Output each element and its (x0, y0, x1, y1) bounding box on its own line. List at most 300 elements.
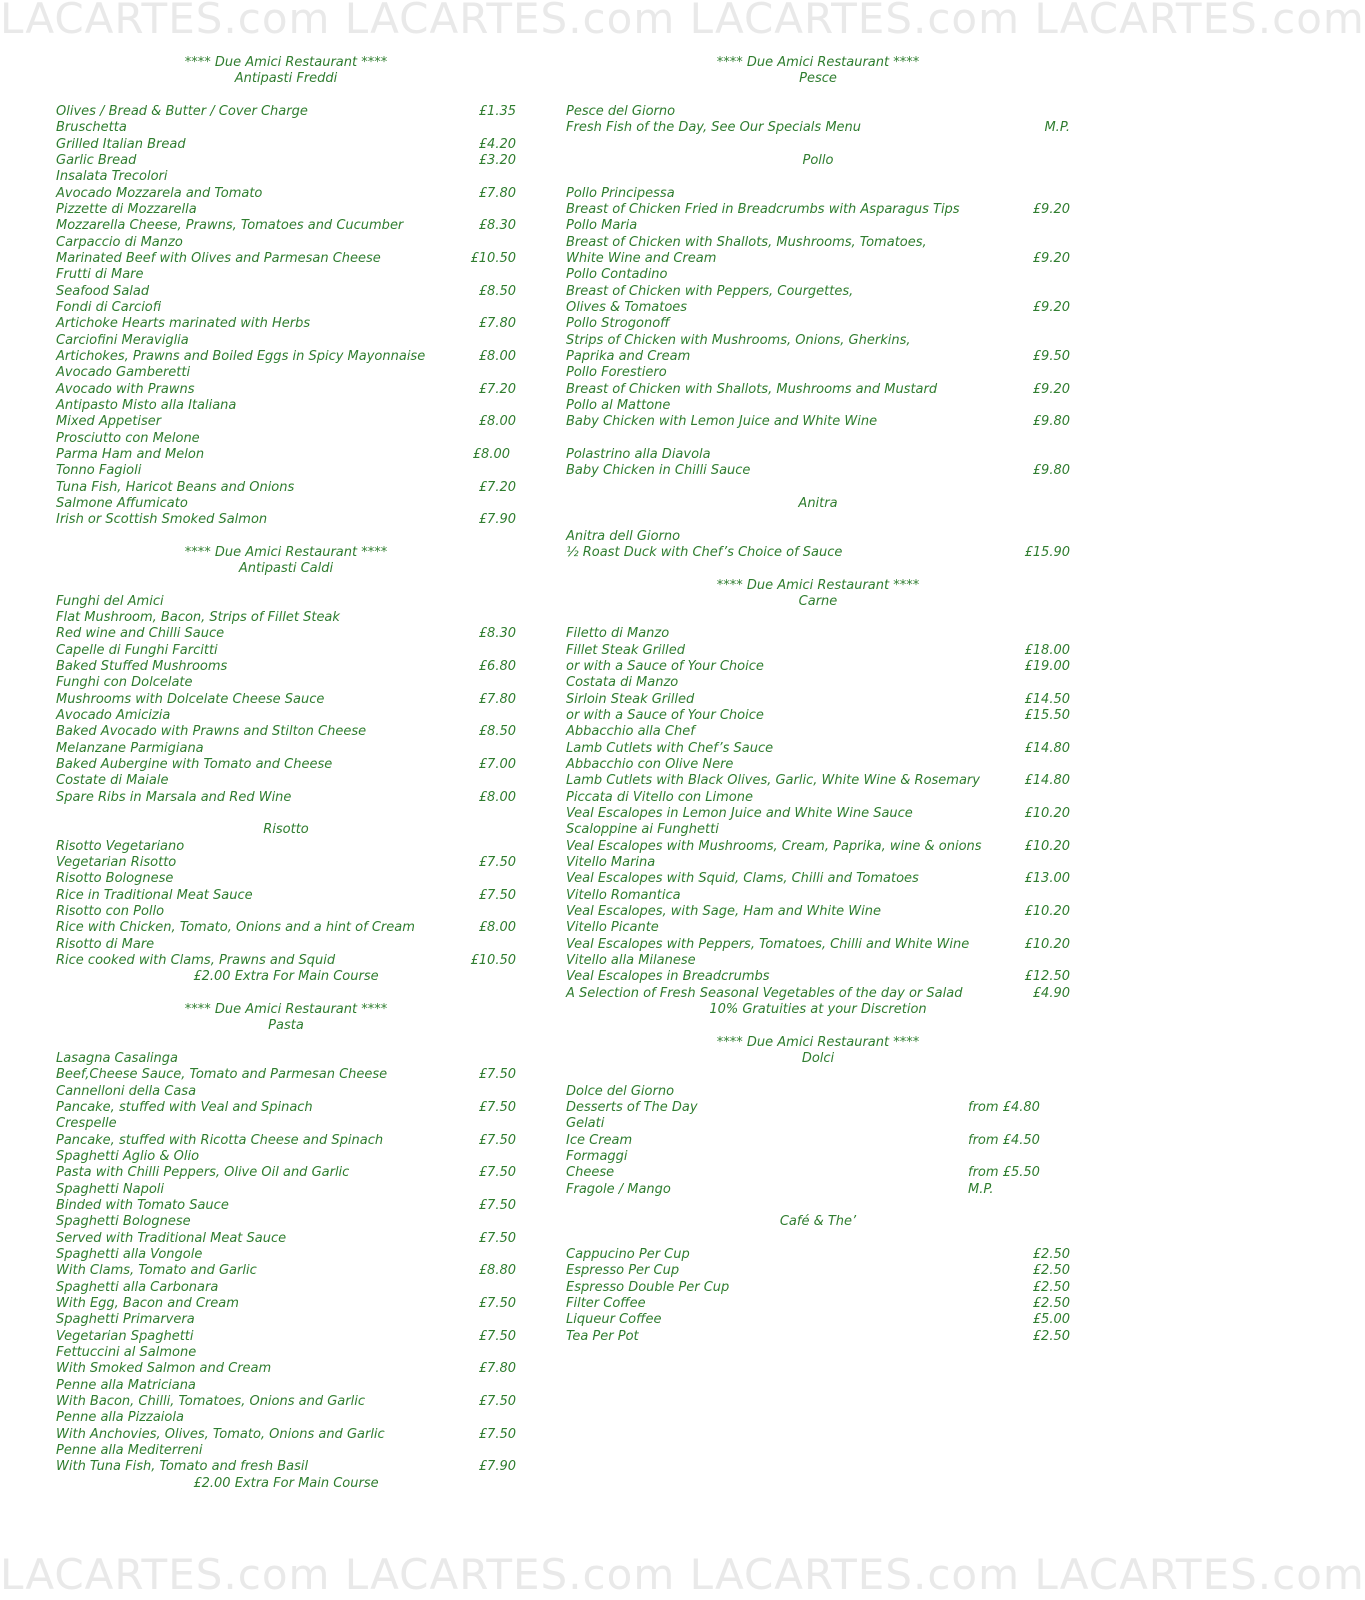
menu-item-price: £7.50 (478, 1067, 516, 1083)
menu-item (566, 1247, 1070, 1263)
menu-item (56, 349, 516, 365)
menu-item-name: Cappucino Per Cup (566, 1246, 690, 1262)
menu-item (56, 137, 516, 153)
menu-item (566, 757, 1070, 773)
menu-item (56, 1133, 516, 1149)
menu-item-name: Tuna Fish, Haricot Beans and Onions (56, 479, 295, 495)
menu-item-name: Pizzette di Mozzarella (56, 201, 197, 217)
menu-item (56, 104, 516, 120)
spacer (56, 806, 516, 822)
menu-item (56, 937, 516, 953)
menu-item-name: Strips of Chicken with Mushrooms, Onions, Gherkins, (566, 332, 911, 348)
menu-item-price: £9.20 (1032, 250, 1070, 266)
menu-item-name: Flat Mushroom, Bacon, Strips of Fillet Steak (56, 610, 340, 626)
menu-item-name: Funghi del Amici (56, 593, 164, 609)
menu-item-name: Paprika and Cream (566, 348, 691, 364)
menu-item-name: Risotto di Mare (56, 936, 155, 952)
menu-item (566, 806, 1070, 822)
menu-item-name: Risotto Bolognese (56, 871, 174, 887)
menu-item (566, 120, 1070, 136)
menu-item-name: Veal Escalopes in Lemon Juice and White Wine Sauce (566, 806, 913, 822)
menu-item-price: £4.20 (478, 136, 516, 152)
watermark-bottom: LACARTES.com LACARTES.com LACARTES.com LACARTES.com (0, 1550, 1365, 1599)
watermark-top: LACARTES.com LACARTES.com LACARTES.com LACARTES.com (0, 0, 1365, 43)
menu-item-price: £10.50 (470, 250, 516, 266)
menu-item-name: Polastrino alla Diavola (566, 446, 711, 462)
menu-item-price: £9.20 (1032, 201, 1070, 217)
menu-item-name: or with a Sauce of Your Choice (566, 708, 764, 724)
menu-item (56, 1329, 516, 1345)
menu-item-name: Breast of Chicken with Peppers, Courgettes, (566, 283, 854, 299)
menu-item (56, 1198, 516, 1214)
menu-item (56, 1378, 516, 1394)
menu-item (56, 1296, 516, 1312)
menu-item (566, 1312, 1070, 1328)
section-heading: Carne (798, 593, 838, 609)
menu-item-name: With Egg, Bacon and Cream (56, 1295, 239, 1311)
menu-item-name: Penne alla Mediterreni (56, 1442, 203, 1458)
menu-item-name: or with a Sauce of Your Choice (566, 659, 764, 675)
menu-item (56, 757, 516, 773)
menu-item (56, 1345, 516, 1361)
menu-item-name: Pesce del Giorno (566, 103, 676, 119)
menu-item (56, 626, 516, 642)
menu-item-price: £2.50 (1032, 1328, 1070, 1344)
menu-item-price: £8.80 (478, 1263, 516, 1279)
menu-item-price: £8.50 (478, 724, 516, 740)
menu-item-name: Mushrooms with Dolcelate Cheese Sauce (56, 691, 325, 707)
menu-item-name: Avocado Gamberetti (56, 365, 191, 381)
menu-item-price: £7.20 (478, 479, 516, 495)
menu-item (566, 937, 1070, 953)
menu-item (56, 1051, 516, 1067)
menu-item (566, 741, 1070, 757)
menu-item-name: Abbacchio con Olive Nere (566, 757, 734, 773)
menu-item-name: ½ Roast Duck with Chef’s Choice of Sauce (566, 544, 843, 560)
section-heading: Anitra (798, 495, 838, 511)
menu-item-price: £7.80 (478, 691, 516, 707)
menu-item-name: Filter Coffee (566, 1295, 646, 1311)
menu-item-name: Pollo al Mattone (566, 397, 671, 413)
menu-item (56, 790, 516, 806)
menu-item (566, 1329, 1070, 1345)
menu-item (56, 202, 516, 218)
menu-item (56, 1149, 516, 1165)
menu-item (56, 773, 516, 789)
menu-item (56, 594, 516, 610)
menu-item (566, 104, 1070, 120)
menu-right-column (566, 55, 1070, 1345)
menu-item-name: Veal Escalopes in Breadcrumbs (566, 969, 770, 985)
menu-item-name: Pancake, stuffed with Veal and Spinach (56, 1100, 313, 1115)
menu-item-name: Pollo Principessa (566, 185, 675, 201)
menu-item-price: £13.00 (1024, 871, 1070, 887)
menu-item (566, 1116, 1070, 1132)
menu-item-name: With Smoked Salmon and Cream (56, 1361, 272, 1377)
menu-item-price: £10.20 (1024, 838, 1070, 854)
menu-item (56, 1443, 516, 1459)
menu-item-name: Desserts of The Day (566, 1100, 698, 1115)
menu-item-name: Avocado Mozzarela and Tomato (56, 185, 263, 201)
menu-item (56, 267, 516, 283)
menu-item-name: Risotto Vegetariano (56, 838, 185, 854)
menu-item-name: Marinated Beef with Olives and Parmesan Cheese (56, 250, 381, 266)
menu-item (56, 855, 516, 871)
menu-item (56, 431, 516, 447)
menu-item-price: £7.50 (478, 1230, 516, 1246)
menu-item-name: Veal Escalopes with Peppers, Tomatoes, Chilli and White Wine (566, 936, 970, 952)
section-heading: **** Due Amici Restaurant **** (184, 544, 388, 560)
menu-item-price: £1.35 (478, 103, 516, 119)
spacer (566, 610, 1070, 626)
menu-item-name: Frutti di Mare (56, 267, 144, 283)
section-heading: Dolci (801, 1051, 835, 1067)
menu-item (566, 447, 1070, 463)
spacer (56, 986, 516, 1002)
menu-item (566, 773, 1070, 789)
menu-item-name: Cannelloni della Casa (56, 1083, 197, 1099)
menu-item (566, 235, 1070, 251)
menu-item-price: £9.20 (1032, 299, 1070, 315)
menu-item-name: Pollo Contadino (566, 267, 668, 283)
menu-item-price: £8.30 (478, 218, 516, 234)
menu-item-name: Parma Ham and Melon (56, 446, 205, 462)
menu-item-name: Served with Traditional Meat Sauce (56, 1230, 287, 1246)
menu-item (56, 300, 516, 316)
menu-item-price: £2.50 (1032, 1246, 1070, 1262)
menu-item-price: £8.00 (478, 789, 516, 805)
menu-item-name: Spaghetti alla Vongole (56, 1246, 203, 1262)
section-heading: Café & The’ (779, 1214, 857, 1230)
menu-item-name: Espresso Double Per Cup (566, 1279, 730, 1295)
menu-item (566, 529, 1070, 545)
menu-item (56, 365, 516, 381)
menu-item-name: Melanzane Parmigiana (56, 740, 204, 756)
menu-item-name: Baked Aubergine with Tomato and Cheese (56, 757, 333, 773)
menu-item (566, 349, 1070, 365)
menu-item-name: Olives & Tomatoes (566, 299, 688, 315)
menu-item-name: Formaggi (566, 1148, 628, 1164)
menu-item-name: Costate di Maiale (56, 773, 169, 789)
menu-item (566, 414, 1070, 430)
spacer (566, 169, 1070, 185)
menu-item-price: £9.80 (1032, 414, 1070, 430)
menu-item (56, 839, 516, 855)
menu-item-name: Spare Ribs in Marsala and Red Wine (56, 789, 292, 805)
menu-item (566, 218, 1070, 234)
menu-item (56, 1231, 516, 1247)
spacer (56, 1035, 516, 1051)
menu-item (566, 1296, 1070, 1312)
menu-left-column (56, 55, 516, 1492)
menu-item (56, 316, 516, 332)
menu-item-name: Abbacchio alla Chef (566, 724, 695, 740)
menu-item-name: Baked Avocado with Prawns and Stilton Cheese (56, 724, 367, 740)
menu-item-name: Risotto con Pollo (56, 904, 165, 920)
menu-item (56, 169, 516, 185)
menu-item-price: £7.00 (478, 757, 516, 773)
menu-item (566, 1100, 1070, 1116)
menu-item (56, 186, 516, 202)
menu-item (566, 398, 1070, 414)
menu-item (56, 724, 516, 740)
menu-item-name: Beef,Cheese Sauce, Tomato and Parmesan Cheese (56, 1067, 388, 1083)
menu-item (566, 202, 1070, 218)
menu-item-name: Vitello Picante (566, 920, 659, 936)
menu-item-name: A Selection of Fresh Seasonal Vegetables of the day or Salad (566, 985, 963, 1001)
menu-item (56, 643, 516, 659)
menu-item (566, 953, 1070, 969)
menu-item-name: Vitello Romantica (566, 887, 681, 903)
menu-item-price: £18.00 (1024, 642, 1070, 658)
menu-item (566, 626, 1070, 642)
menu-note: £2.00 Extra For Main Course (193, 969, 379, 985)
menu-item (56, 708, 516, 724)
menu-item (566, 904, 1070, 920)
menu-item (56, 463, 516, 479)
menu-item-name: Fresh Fish of the Day, See Our Specials Menu (566, 120, 862, 136)
menu-item (566, 675, 1070, 691)
menu-item-price: £12.50 (1024, 969, 1070, 985)
menu-item-price: £8.50 (478, 283, 516, 299)
menu-item-name: Avocado Amicizia (56, 708, 171, 724)
menu-item-name: Penne alla Matriciana (56, 1377, 196, 1393)
menu-item-name: Lamb Cutlets with Chef’s Sauce (566, 740, 774, 756)
menu-item-name: Baked Stuffed Mushrooms (56, 659, 228, 675)
menu-item-name: Spaghetti Aglio & Olio (56, 1148, 200, 1164)
menu-item (56, 235, 516, 251)
menu-item-price: £8.00 (478, 414, 516, 430)
menu-item-name: Pollo Maria (566, 218, 638, 234)
menu-item-name: Olives / Bread & Butter / Cover Charge (56, 103, 308, 119)
menu-item-name: Fragole / Mango (566, 1181, 671, 1197)
menu-item (56, 1410, 516, 1426)
menu-item (566, 986, 1070, 1002)
menu-item (566, 790, 1070, 806)
menu-item-name: Penne alla Pizzaiola (56, 1410, 184, 1426)
menu-item-price: £8.00 (478, 348, 516, 364)
menu-item-price: £7.80 (478, 185, 516, 201)
menu-item-name: Tonno Fagioli (56, 463, 142, 479)
spacer (566, 1198, 1070, 1214)
menu-item (56, 1116, 516, 1132)
menu-item-name: Liqueur Coffee (566, 1312, 662, 1328)
menu-item (566, 1263, 1070, 1279)
menu-item-price: £7.50 (478, 1197, 516, 1213)
menu-item-price: £15.90 (1024, 544, 1070, 560)
menu-item-name: Ice Cream (566, 1132, 633, 1148)
menu-item-name: Spaghetti Primarvera (56, 1312, 195, 1328)
section-heading: **** Due Amici Restaurant **** (184, 55, 388, 70)
menu-item (566, 300, 1070, 316)
menu-item-price: £14.50 (1024, 691, 1070, 707)
menu-item (56, 871, 516, 887)
menu-item-price: M.P. (968, 1181, 994, 1197)
menu-item-name: Rice cooked with Clams, Prawns and Squid (56, 953, 336, 969)
menu-item (56, 447, 516, 463)
menu-item-name: Pancake, stuffed with Ricotta Cheese and Spinach (56, 1132, 384, 1148)
menu-item (566, 659, 1070, 675)
menu-item (56, 741, 516, 757)
menu-item (566, 1149, 1070, 1165)
spacer (56, 529, 516, 545)
menu-item (566, 463, 1070, 479)
menu-item (56, 692, 516, 708)
menu-item (56, 1247, 516, 1263)
menu-item-price: £7.50 (478, 1426, 516, 1442)
menu-item-name: Artichokes, Prawns and Boiled Eggs in Spicy Mayonnaise (56, 348, 426, 364)
menu-item (566, 822, 1070, 838)
menu-item-name: With Anchovies, Olives, Tomato, Onions and Garlic (56, 1426, 385, 1442)
menu-item (56, 1214, 516, 1230)
section-heading: **** Due Amici Restaurant **** (184, 1002, 388, 1018)
menu-item (56, 920, 516, 936)
menu-item-name: Irish or Scottish Smoked Salmon (56, 512, 268, 528)
menu-item-name: Filetto di Manzo (566, 626, 670, 642)
section-heading: Antipasti Caldi (238, 561, 334, 577)
menu-item (566, 316, 1070, 332)
menu-note: 10% Gratuities at your Discretion (709, 1002, 927, 1018)
menu-item-price: £14.80 (1024, 773, 1070, 789)
menu-item-name: Rice with Chicken, Tomato, Onions and a hint of Cream (56, 920, 415, 936)
menu-item-name: Funghi con Dolcelate (56, 675, 193, 691)
menu-item-price: £10.20 (1024, 806, 1070, 822)
menu-item-price: £10.20 (1024, 904, 1070, 920)
menu-item-name: Grilled Italian Bread (56, 136, 186, 152)
menu-item (56, 398, 516, 414)
menu-item-price: £7.50 (478, 1328, 516, 1344)
menu-item (566, 545, 1070, 561)
menu-item-price: £7.50 (478, 1132, 516, 1148)
menu-item-price: £3.20 (478, 152, 516, 168)
menu-item-name: Insalata Trecolori (56, 169, 168, 185)
menu-item-price: from £4.80 (968, 1100, 1040, 1115)
spacer (566, 88, 1070, 104)
menu-item-name: Veal Escalopes, with Sage, Ham and White Wine (566, 904, 882, 920)
menu-item (56, 284, 516, 300)
menu-item-price: £5.00 (1032, 1312, 1070, 1328)
menu-item-price: from £5.50 (968, 1165, 1040, 1181)
menu-item-name: Tea Per Pot (566, 1328, 639, 1344)
menu-item (56, 496, 516, 512)
section-heading: **** Due Amici Restaurant **** (716, 577, 920, 593)
menu-item-price: £2.50 (1032, 1279, 1070, 1295)
menu-item (56, 659, 516, 675)
menu-item-name: Spaghetti alla Carbonara (56, 1279, 219, 1295)
menu-item (566, 855, 1070, 871)
menu-item-name: Anitra dell Giorno (566, 528, 681, 544)
menu-item-name: Veal Escalopes with Squid, Clams, Chilli and Tomatoes (566, 871, 919, 887)
spacer (566, 1018, 1070, 1034)
menu-item-price: £7.50 (478, 1393, 516, 1409)
menu-item-name: Bruschetta (56, 120, 127, 136)
menu-item (56, 1084, 516, 1100)
menu-item-name: Red wine and Chilli Sauce (56, 626, 225, 642)
menu-item (56, 610, 516, 626)
menu-item (566, 708, 1070, 724)
menu-item (56, 675, 516, 691)
section-heading: Antipasti Freddi (234, 71, 338, 87)
spacer (566, 1067, 1070, 1083)
menu-item-name: Piccata di Vitello con Limone (566, 789, 753, 805)
menu-item (566, 1280, 1070, 1296)
menu-item-name: Lasagna Casalinga (56, 1051, 179, 1067)
menu-item (566, 839, 1070, 855)
menu-item (56, 1394, 516, 1410)
menu-item (566, 1133, 1070, 1149)
menu-item-name: Vitello Marina (566, 855, 656, 871)
menu-item-name: Breast of Chicken with Shallots, Mushrooms, Tomatoes, (566, 234, 927, 250)
section-heading: Pasta (268, 1018, 304, 1034)
menu-item-name: Baby Chicken in Chilli Sauce (566, 463, 751, 479)
menu-item-name: Salmone Affumicato (56, 495, 188, 511)
menu-item-price: £7.50 (478, 1165, 516, 1181)
menu-item (566, 382, 1070, 398)
menu-item-name: Costata di Manzo (566, 675, 679, 691)
menu-item-name: Fondi di Carciofi (56, 299, 162, 315)
menu-item (566, 1182, 1070, 1198)
menu-item (56, 1100, 516, 1116)
menu-item-price: £7.90 (478, 1459, 516, 1475)
spacer (566, 512, 1070, 528)
menu-item-name: Scaloppine ai Funghetti (566, 822, 719, 838)
menu-item-name: Prosciutto con Melone (56, 430, 200, 446)
menu-item-name: Vegetarian Spaghetti (56, 1328, 194, 1344)
menu-item (56, 1459, 516, 1475)
menu-item-name: Pollo Strogonoff (566, 316, 670, 332)
menu-item-price: £9.80 (1032, 463, 1070, 479)
menu-item-name: Pollo Forestiero (566, 365, 667, 381)
menu-item-price: £8.30 (478, 626, 516, 642)
menu-item-price: £9.50 (1032, 348, 1070, 364)
menu-item (56, 904, 516, 920)
menu-item-name: Carciofini Meraviglia (56, 332, 189, 348)
menu-item-name: With Tuna Fish, Tomato and fresh Basil (56, 1459, 309, 1475)
menu-item-price: M.P. (1044, 120, 1070, 136)
menu-item-price: £7.80 (478, 1361, 516, 1377)
menu-item (566, 333, 1070, 349)
menu-item (56, 480, 516, 496)
menu-item (56, 382, 516, 398)
menu-item (566, 643, 1070, 659)
section-heading: **** Due Amici Restaurant **** (716, 1034, 920, 1050)
menu-item (56, 512, 516, 528)
menu-item (566, 692, 1070, 708)
menu-item (56, 1312, 516, 1328)
menu-item-name: Seafood Salad (56, 283, 150, 299)
menu-item-price: £19.00 (1024, 659, 1070, 675)
spacer (56, 578, 516, 594)
menu-item-price: £9.20 (1032, 381, 1070, 397)
menu-note: £2.00 Extra For Main Course (193, 1475, 379, 1491)
menu-item-price: £10.50 (470, 953, 516, 969)
menu-item-price: from £4.50 (968, 1132, 1040, 1148)
menu-item (56, 1361, 516, 1377)
menu-item-price: £7.90 (478, 512, 516, 528)
menu-item-name: Garlic Bread (56, 152, 137, 168)
menu-item-price: £7.50 (478, 1295, 516, 1311)
menu-item-name: Pasta with Chilli Peppers, Olive Oil and Garlic (56, 1165, 350, 1181)
spacer (566, 137, 1070, 153)
section-heading: Pollo (802, 152, 834, 168)
menu-item (56, 1067, 516, 1083)
menu-item-name: With Clams, Tomato and Garlic (56, 1263, 257, 1279)
menu-item-name: White Wine and Cream (566, 250, 717, 266)
menu-item-name: Sirloin Steak Grilled (566, 691, 695, 707)
menu-item-name: Espresso Per Cup (566, 1263, 680, 1279)
menu-item-name: Crespelle (56, 1116, 117, 1132)
menu-item-price: £6.80 (478, 659, 516, 675)
